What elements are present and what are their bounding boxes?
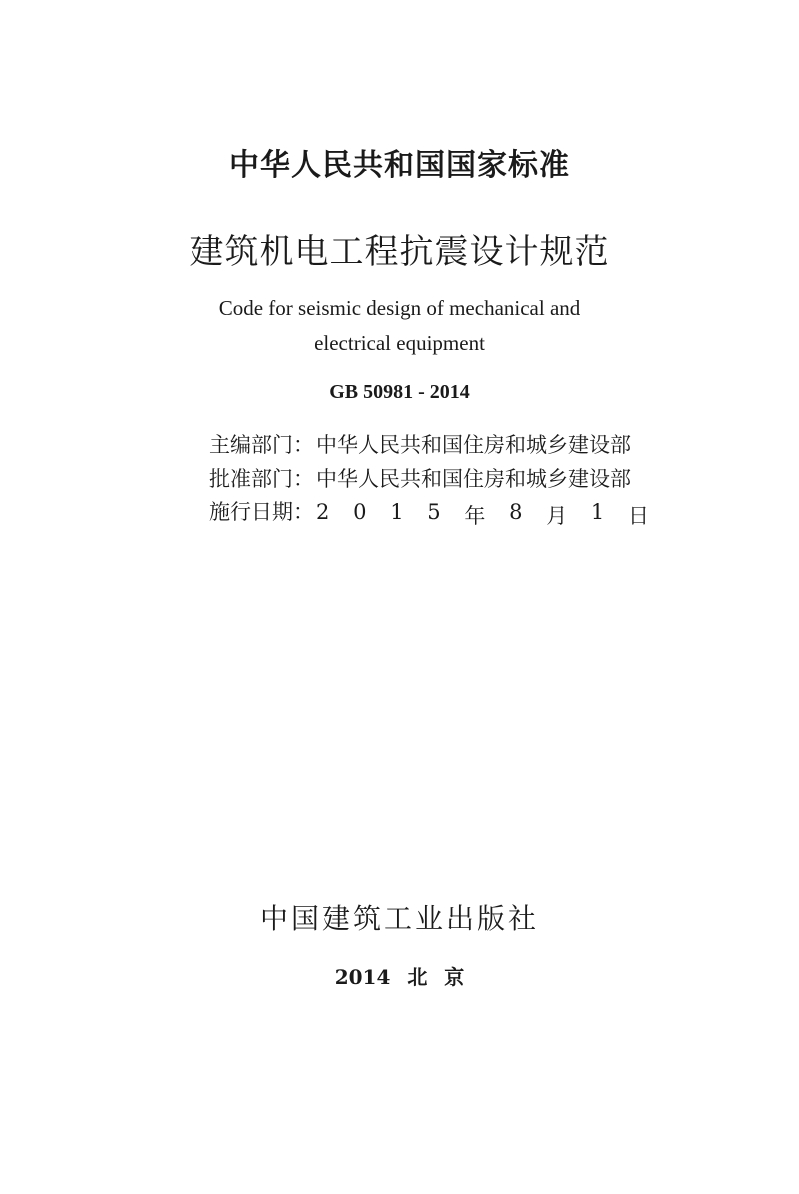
info-value: 中华人民共和国住房和城乡建设部: [316, 433, 631, 457]
document-title-chinese: 建筑机电工程抗震设计规范: [189, 232, 610, 272]
date-part: 1: [590, 500, 605, 524]
info-label: 施行日期：: [209, 500, 314, 524]
info-label: 主编部门：: [209, 433, 314, 457]
standard-code: GB 50981 - 2014: [329, 381, 470, 403]
date-part: 0: [353, 500, 367, 524]
info-label: 批准部门：: [209, 467, 314, 491]
document-title-english: [0, 291, 799, 361]
publication-place-year: 2014 北 京: [334, 965, 465, 989]
date-part: 5: [427, 500, 441, 524]
date-part: 8: [509, 500, 523, 524]
title-english-line-2: electrical equipment: [314, 331, 485, 355]
info-row-approval-dept: [209, 463, 649, 493]
national-standard-heading: 中华人民共和国国家标准: [229, 148, 570, 183]
date-part: 年: [464, 504, 486, 528]
publisher-name: 中国建筑工业出版社: [259, 902, 539, 935]
info-row-effective-date: [209, 496, 649, 530]
date-part: 日: [628, 504, 649, 528]
date-part: 2: [316, 500, 330, 524]
info-row-chief-editor: [209, 429, 649, 459]
title-english-line-1: Code for seismic design of mechanical and: [218, 296, 581, 320]
date-part: 月: [546, 504, 568, 528]
info-value: 中华人民共和国住房和城乡建设部: [316, 467, 631, 491]
effective-date-value: [316, 500, 649, 530]
date-part: 1: [390, 500, 404, 524]
